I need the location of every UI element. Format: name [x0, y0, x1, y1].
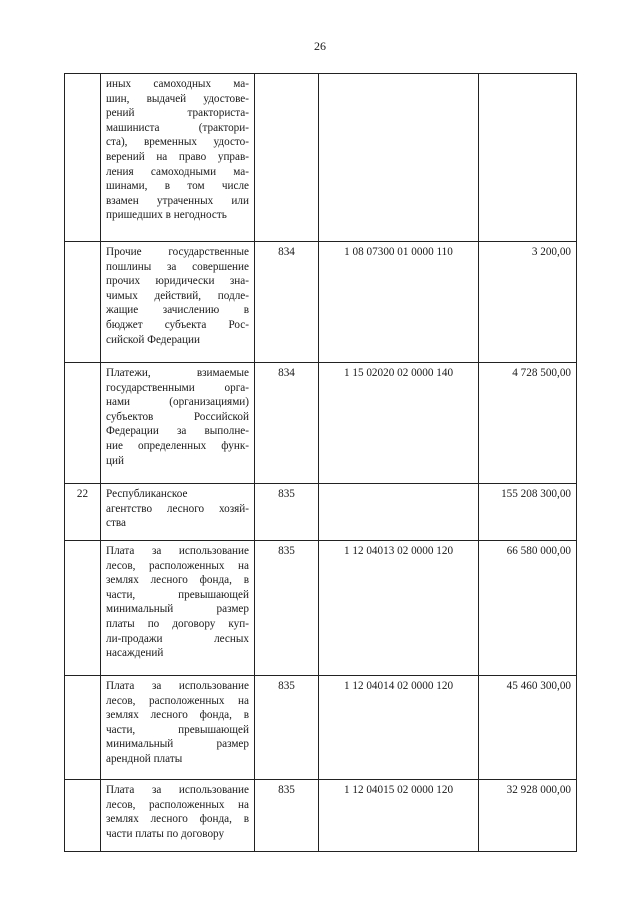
revenue-table-body: [65, 74, 577, 852]
income-name-line: Республиканское: [106, 488, 188, 500]
amount-cell: 155 208 300,00: [479, 484, 577, 541]
income-name-line: ста), временных удосто-: [106, 136, 249, 149]
income-name-line: нами (организациями): [106, 396, 249, 409]
income-name-cell: [101, 242, 255, 363]
income-name-line: части, превышающей: [106, 723, 249, 736]
table-row: [65, 74, 577, 242]
admin-code-cell: 835: [255, 484, 319, 541]
income-name-line: Плата за использование: [106, 784, 249, 796]
income-name-cell: [101, 363, 255, 484]
admin-code-cell: 834: [255, 242, 319, 363]
income-name-line: Федерации за выполне-: [106, 425, 249, 438]
income-name-line: Плата за использование: [106, 545, 249, 557]
admin-code-cell: 835: [255, 676, 319, 780]
income-name-line: иных самоходных ма-: [106, 78, 249, 90]
income-name-line: лесов, расположенных на: [106, 798, 249, 811]
income-name-cell: [101, 676, 255, 780]
table-row: [65, 363, 577, 484]
income-name-line: бюджет субъекта Рос-: [106, 318, 249, 331]
admin-code-cell: 834: [255, 363, 319, 484]
budget-classification-code-cell: [319, 484, 479, 541]
budget-classification-code-cell: 1 12 04015 02 0000 120: [319, 780, 479, 852]
income-name-line: шинами, в том числе: [106, 180, 249, 193]
income-name-line: субъектов Российской: [106, 410, 249, 423]
income-name-line: агентство лесного хозяй-: [106, 502, 249, 515]
income-name-line: пришедших в негодность: [106, 209, 227, 222]
budget-classification-code-cell: 1 12 04014 02 0000 120: [319, 676, 479, 780]
admin-code-cell: 835: [255, 541, 319, 676]
amount-cell: 45 460 300,00: [479, 676, 577, 780]
row-number-cell: 22: [65, 484, 101, 541]
income-name-line: ций: [106, 454, 124, 467]
page-number: 26: [314, 39, 326, 53]
income-name-line: машиниста (трактори-: [106, 121, 249, 134]
income-name-line: пошлины за совершение: [106, 260, 249, 273]
income-name-line: землях лесного фонда, в: [106, 813, 249, 826]
income-name-line: Прочие государственные: [106, 246, 249, 258]
row-number-cell: [65, 676, 101, 780]
income-name-line: Платежи, взимаемые: [106, 367, 249, 379]
income-name-line: верений на право управ-: [106, 150, 249, 163]
amount-cell: 3 200,00: [479, 242, 577, 363]
table-row: [65, 541, 577, 676]
income-name-line: ления самоходными ма-: [106, 165, 249, 178]
income-name-line: ли-продажи лесных: [106, 632, 249, 645]
income-name-line: лесов, расположенных на: [106, 559, 249, 572]
income-name-line: сийской Федерации: [106, 333, 200, 346]
row-number-cell: [65, 363, 101, 484]
admin-code-cell: [255, 74, 319, 242]
income-name-cell: [101, 541, 255, 676]
income-name-line: государственными орга-: [106, 381, 249, 394]
admin-code-cell: 835: [255, 780, 319, 852]
budget-classification-code-cell: 1 12 04013 02 0000 120: [319, 541, 479, 676]
income-name-line: землях лесного фонда, в: [106, 574, 249, 587]
income-name-line: части, превышающей: [106, 588, 249, 601]
income-name-line: чимых действий, подле-: [106, 289, 249, 302]
income-name-line: рений тракториста-: [106, 107, 249, 120]
income-name-cell: [101, 74, 255, 242]
income-name-line: минимальный размер: [106, 738, 249, 751]
income-name-line: арендной платы: [106, 752, 183, 765]
amount-cell: [479, 74, 577, 242]
amount-cell: 66 580 000,00: [479, 541, 577, 676]
income-name-line: прочих юридически зна-: [106, 275, 249, 288]
income-name-line: землях лесного фонда, в: [106, 709, 249, 722]
table-row: [65, 780, 577, 852]
amount-cell: 4 728 500,00: [479, 363, 577, 484]
revenue-table: [64, 73, 577, 852]
row-number-cell: [65, 242, 101, 363]
table-row: [65, 242, 577, 363]
row-number-cell: [65, 780, 101, 852]
budget-classification-code-cell: [319, 74, 479, 242]
income-name-cell: [101, 484, 255, 541]
income-name-line: насаждений: [106, 647, 164, 660]
income-name-cell: [101, 780, 255, 852]
income-name-line: части платы по договору: [106, 827, 225, 840]
amount-cell: 32 928 000,00: [479, 780, 577, 852]
income-name-line: взамен утраченных или: [106, 194, 249, 207]
budget-classification-code-cell: 1 08 07300 01 0000 110: [319, 242, 479, 363]
income-name-line: Плата за использование: [106, 680, 249, 692]
income-name-line: минимальный размер: [106, 603, 249, 616]
income-name-line: шин, выдачей удостове-: [106, 92, 249, 105]
table-row: [65, 676, 577, 780]
income-name-line: жащие зачислению в: [106, 304, 249, 317]
income-name-line: платы по договору куп-: [106, 617, 249, 630]
table-row: [65, 484, 577, 541]
income-name-line: ние определенных функ-: [106, 439, 249, 452]
budget-classification-code-cell: 1 15 02020 02 0000 140: [319, 363, 479, 484]
row-number-cell: [65, 74, 101, 242]
row-number-cell: [65, 541, 101, 676]
income-name-line: ства: [106, 517, 126, 530]
income-name-line: лесов, расположенных на: [106, 694, 249, 707]
